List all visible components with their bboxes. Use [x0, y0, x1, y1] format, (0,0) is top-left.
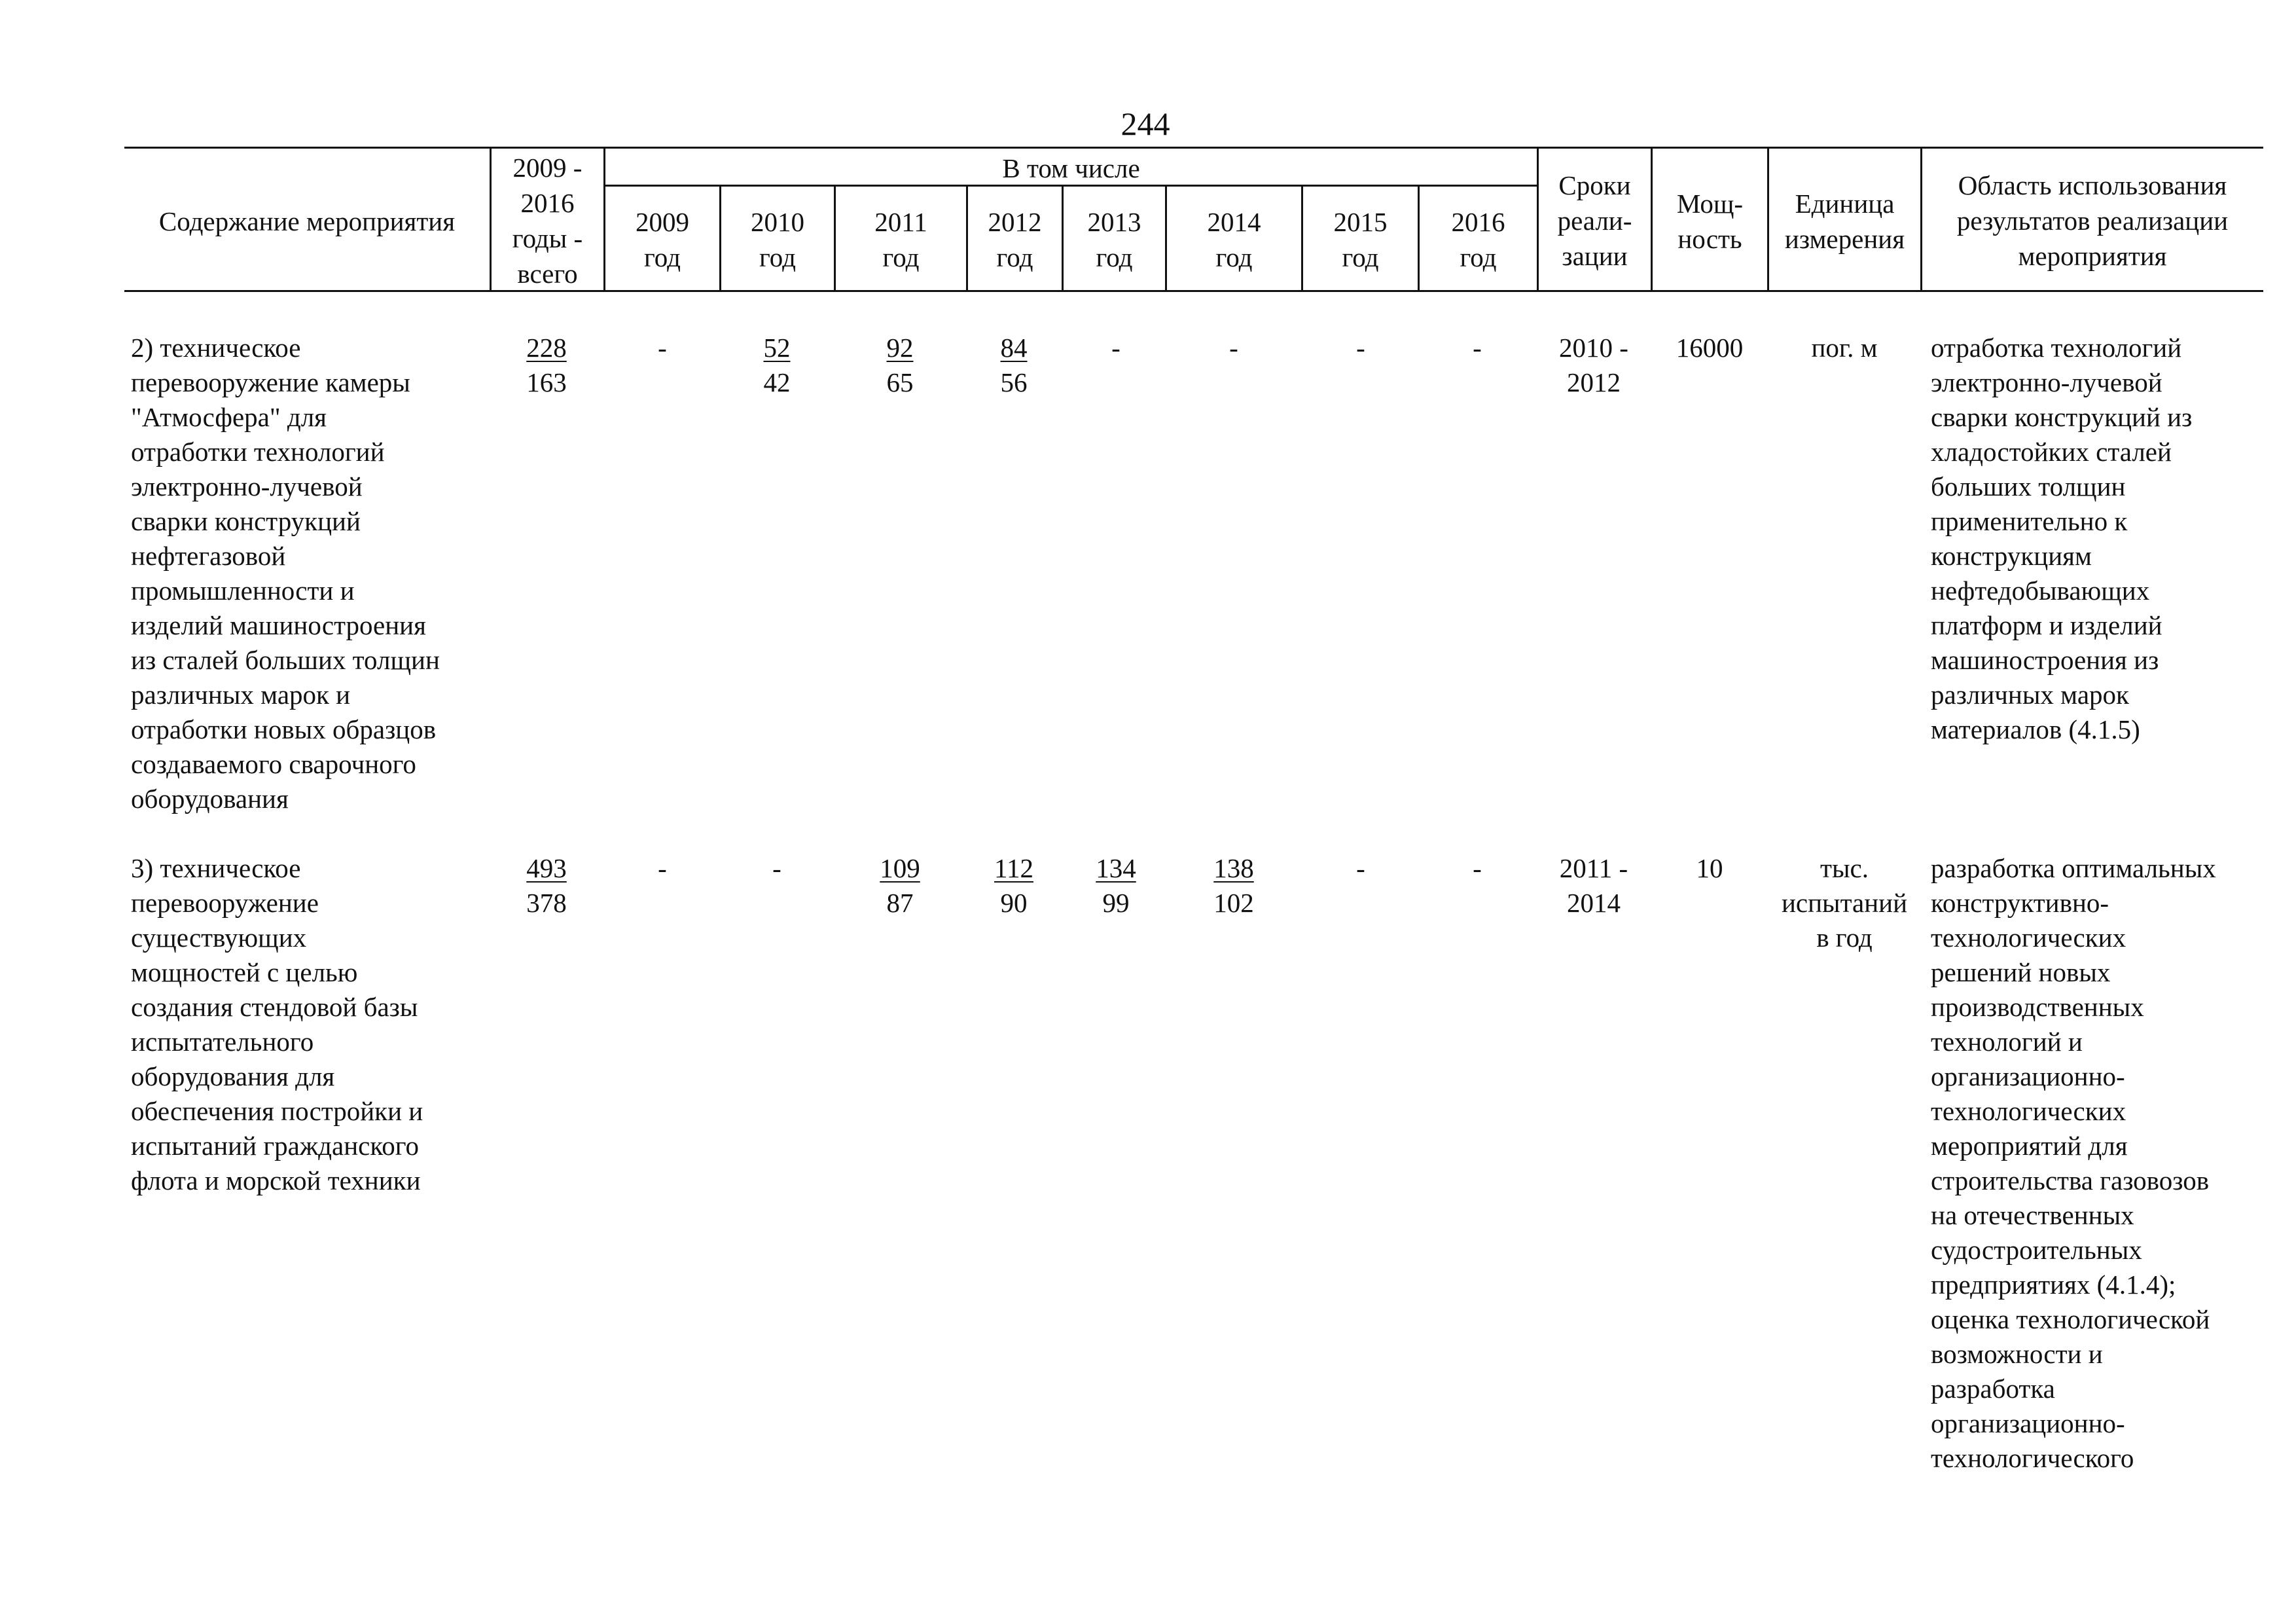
value-bottom: 65	[886, 367, 914, 397]
value-bottom: 378	[526, 888, 567, 918]
header-unit	[1769, 186, 1920, 257]
header-total	[492, 150, 603, 291]
header-unit-line: Единица	[1795, 189, 1895, 219]
header-year-label: 2015	[1333, 207, 1388, 237]
row-2009: -	[658, 333, 667, 363]
page-number: 244	[1121, 105, 1170, 142]
row-2015: -	[1356, 333, 1365, 363]
value-bottom: 87	[886, 888, 914, 918]
value-top: 134	[1096, 853, 1136, 883]
header-total-line: годы -	[512, 223, 583, 253]
value-top: 92	[886, 333, 914, 363]
header-year-label: 2012	[988, 207, 1042, 237]
header-content: Содержание мероприятия	[158, 206, 456, 236]
row-2014	[1185, 851, 1283, 921]
header-terms-line: Сроки	[1558, 170, 1631, 200]
header-year-2014	[1167, 204, 1301, 275]
terms-line: 2010 -	[1559, 333, 1628, 363]
terms-line: 2012	[1567, 367, 1621, 397]
row-total	[497, 851, 596, 921]
header-year-label: 2013	[1087, 207, 1141, 237]
row-2009: -	[658, 853, 667, 883]
row-2016: -	[1473, 853, 1482, 883]
row-2013: -	[1111, 333, 1121, 363]
header-including: В том числе	[1002, 153, 1140, 183]
row-unit: пог. м	[1811, 333, 1878, 363]
row-total	[497, 331, 596, 400]
header-year-unit: год	[1342, 242, 1379, 272]
header-area-line: результатов реализации	[1956, 206, 2229, 236]
value-bottom: 163	[526, 367, 567, 397]
terms-line: 2011 -	[1559, 853, 1628, 883]
unit-line: тыс.	[1820, 853, 1869, 883]
header-total-line: всего	[517, 259, 578, 289]
row-2015: -	[1356, 853, 1365, 883]
row-2010	[728, 331, 826, 400]
header-capacity	[1653, 186, 1767, 257]
row-2011	[851, 851, 949, 921]
header-year-label: 2014	[1207, 207, 1261, 237]
header-year-unit: год	[1460, 242, 1497, 272]
row-2013	[1067, 851, 1165, 921]
header-year-label: 2011	[874, 207, 927, 237]
header-year-2015	[1303, 204, 1418, 275]
row-2012	[965, 331, 1063, 400]
row-2012	[965, 851, 1063, 921]
header-terms	[1539, 168, 1651, 274]
header-year-label: 2009	[636, 207, 689, 237]
header-year-2013	[1064, 204, 1165, 275]
value-top: 112	[994, 853, 1033, 883]
header-year-2012	[968, 204, 1062, 275]
value-top: 84	[1000, 333, 1028, 363]
header-year-label: 2010	[751, 207, 804, 237]
header-terms-line: реали-	[1557, 206, 1632, 236]
value-top: 109	[880, 853, 920, 883]
header-year-unit: год	[882, 242, 920, 272]
row-terms	[1545, 331, 1643, 400]
row-area: разработка оптимальных конструктивно- технологических решений новых производственных технологий и организационно- технологических мероприятий для строительства газовозов на отечественных судостроительных предприятиях (4.1.4); оценка технологической возможности и разработка организационно- технологического	[1931, 853, 2216, 1473]
value-top: 52	[763, 333, 791, 363]
unit-line: испытаний	[1781, 888, 1908, 918]
row-capacity: 16000	[1676, 333, 1744, 363]
header-top-rule	[124, 147, 2263, 149]
header-area-line: Область использования	[1958, 170, 2227, 200]
header-year-2010	[721, 204, 834, 275]
value-bottom: 102	[1213, 888, 1254, 918]
header-capacity-line: Мощ-	[1676, 189, 1744, 219]
header-year-unit: год	[644, 242, 681, 272]
value-bottom: 99	[1102, 888, 1130, 918]
row-unit	[1767, 851, 1922, 955]
row-description: 3) техническое перевооружение существующих мощностей с целью создания стендовой базы испытательного оборудования для обеспечения постройки и испытаний гражданского флота и морской техники	[131, 853, 423, 1195]
header-total-line: 2009 -	[512, 153, 583, 183]
header-terms-line: зации	[1562, 241, 1628, 271]
header-year-unit: год	[996, 242, 1033, 272]
value-top: 493	[526, 853, 567, 883]
header-area	[1922, 168, 2263, 274]
row-2011	[851, 331, 949, 400]
value-bottom: 90	[1000, 888, 1028, 918]
header-capacity-line: ность	[1677, 224, 1742, 254]
value-top: 228	[526, 333, 567, 363]
header-year-2011	[836, 204, 966, 275]
row-terms	[1545, 851, 1643, 921]
header-area-line: мероприятия	[2018, 241, 2167, 271]
header-year-unit: год	[1096, 242, 1133, 272]
row-description: 2) техническое перевооружение камеры "Атмосфера" для отработки технологий электронно-лучевой сварки конструкций нефтегазовой промышленности и изделий машиностроения из сталей больших толщин различных марок и отработки новых образцов создаваемого сварочного оборудования	[131, 333, 440, 814]
header-bottom-rule	[124, 290, 2263, 292]
value-bottom: 42	[763, 367, 791, 397]
header-total-line: 2016	[520, 188, 575, 218]
header-unit-line: измерения	[1784, 224, 1905, 254]
unit-line: в год	[1816, 922, 1873, 953]
header-year-2016	[1420, 204, 1537, 275]
value-top: 138	[1213, 853, 1254, 883]
row-capacity: 10	[1696, 853, 1723, 883]
header-year-label: 2016	[1451, 207, 1505, 237]
row-2016: -	[1473, 333, 1482, 363]
header-year-unit: год	[1215, 242, 1253, 272]
row-2014: -	[1229, 333, 1238, 363]
row-2010: -	[772, 853, 781, 883]
header-year-unit: год	[759, 242, 796, 272]
terms-line: 2014	[1567, 888, 1621, 918]
row-area: отработка технологий электронно-лучевой сварки конструкций из хладостойких сталей больших толщин применительно к конструкциям нефтедобывающих платформ и изделий машиностроения из различных марок материалов (4.1.5)	[1931, 333, 2193, 744]
value-bottom: 56	[1000, 367, 1028, 397]
header-year-2009	[605, 204, 719, 275]
